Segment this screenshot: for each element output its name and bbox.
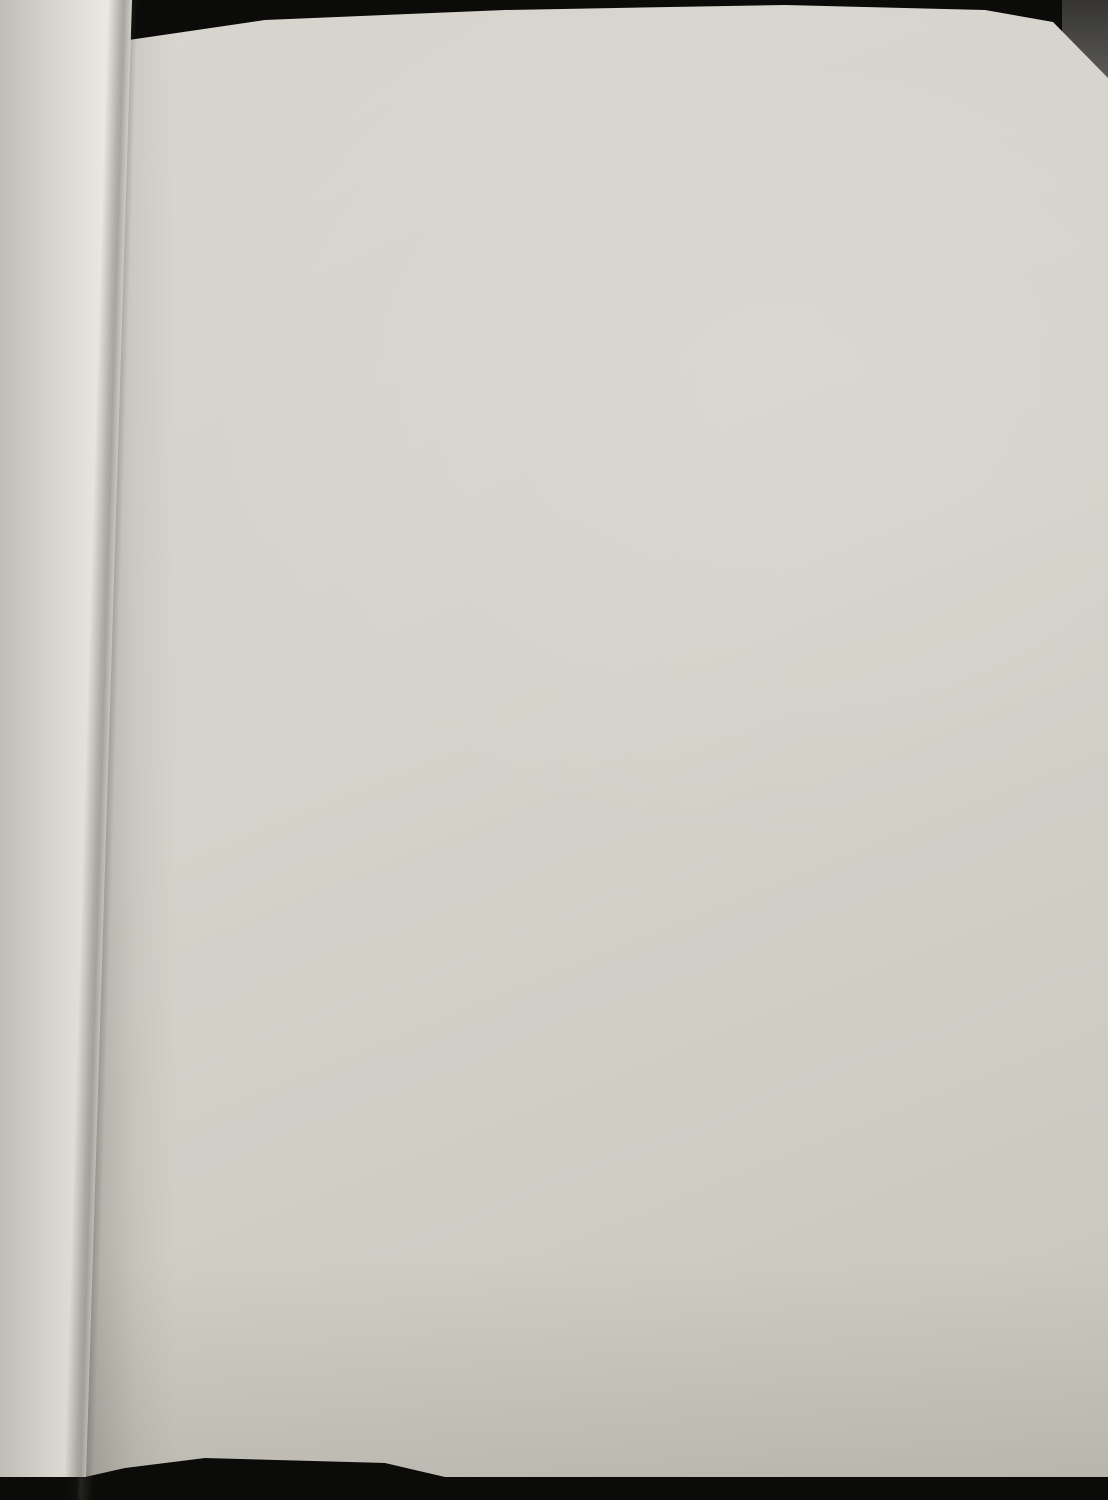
page-text	[172, 0, 1108, 1478]
book-page	[85, 0, 1108, 1477]
